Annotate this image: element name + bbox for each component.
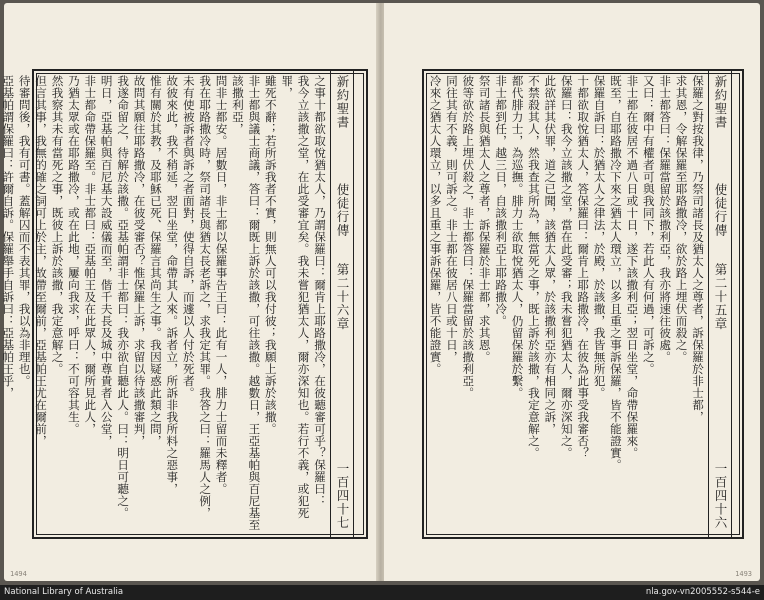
left-text-line: 未有使被訴者與訴之者面對，使得自訴，而遽以人付於死者。	[181, 75, 196, 399]
left-text-line: 之事十都欲取悅猶太人，乃謂保羅曰：爾肯上耶路撒冷，在彼聽審可乎？保羅曰：	[313, 75, 327, 507]
right-page	[384, 3, 760, 581]
right-text-line: 既至，自耶路撒冷下來之猶太人環立，以多且重之事訴保羅，皆不能證實。	[608, 75, 623, 471]
left-text-line: 我今立該撒之堂，在此受審宜矣。我未嘗犯猶太人，爾亦深知也。若行不義，或犯死罪，	[280, 75, 311, 519]
right-text-line: 冷來之猶太人環立，以多且重之事訴保羅，皆不能證實。	[428, 75, 443, 375]
left-text-line: 亞基帕謂保羅曰：許爾自訴。保羅舉手自訴曰：亞基帕王乎，	[1, 75, 16, 399]
right-text-line: 彼等欲於路上埋伏殺之，非士都答曰：保羅當留於該撒利亞。	[461, 75, 476, 399]
right-header-column	[708, 71, 732, 537]
left-text-line: 惟有關於其教，及耶穌已死、保羅言其尚生之事。我因疑惑此類之問，	[148, 75, 163, 447]
left-body-text	[1, 75, 328, 533]
left-page-frame	[1, 69, 368, 539]
left-header-column	[330, 71, 354, 537]
left-text-line: 待審問後，我有可書。蓋解囚而不表其罪，我以為非理也。	[17, 75, 32, 387]
left-text-line: 故問其願往耶路撒冷，在彼受審否？惟保羅上訴，求留以待該撒審判，	[132, 75, 147, 447]
left-text-line: 然我察其未有當死之事，既彼上訴於該撒，我定意解之。	[50, 75, 65, 375]
left-chapter-label: 使徒行傳	[335, 183, 350, 237]
right-text-line: 祭司諸長與猶太人之尊者，訴保羅於非士都，求其恩。	[477, 75, 492, 363]
left-text-line: 故彼來此，我不稍延，翌日坐堂，命帶其人來。訴者立，所訴非我所料之惡事，	[165, 75, 180, 495]
right-page-frame	[422, 69, 744, 539]
right-page-number: 一百四十六	[713, 461, 728, 529]
right-corner-number: 1493	[735, 570, 752, 578]
footer-library-name: National Library of Australia	[4, 587, 124, 597]
right-section-label: 第二十五章	[713, 263, 728, 331]
right-text-line: 都代腓力士，為巡撫。腓力士欲取悅猶太人，仍留保羅於繫。	[510, 75, 525, 399]
right-text-line: 非士都到任，越三日，自該撒利亞上耶路撒冷。	[494, 75, 509, 327]
left-text-line: 非士都與議士商議，答曰：爾既上訴於該撒，可往該撒。越數日，王亞基帕與百尼基至該撒利亞，	[230, 75, 262, 531]
footer-identifier: nla.gov-vn2005552-s544-e	[645, 587, 760, 597]
right-text-line: 求其恩，令解保羅至耶路撒冷，欲於路上埋伏而殺之。	[674, 75, 689, 363]
right-text-line: 保羅自訴曰：於猶太人之律法，於殿，於該撒，我皆無所犯。	[592, 75, 607, 399]
left-text-line: 明日，亞基帕與百尼基大設威儀而至，偕千夫長及城中尊貴者入公堂，	[99, 75, 114, 447]
left-text-line: 我遂命留之，待解於該撒。亞基帕謂非士都曰：我亦欲自聽此人。曰：明日可聽之。	[116, 75, 131, 519]
left-text-line: 我在耶路撒冷時，祭司諸長與猶太長老訴之，求我定其罪。我答之曰：羅馬人之例，	[198, 75, 213, 519]
right-text-line: 保羅曰：我今立該撒之堂，當在此受審；我未嘗犯猶太人，爾亦深知之。	[559, 75, 574, 459]
left-text-line: 問非士都安。居數日，非士都以保羅事告王曰：此有一人，腓力士留而未釋者。	[214, 75, 229, 495]
right-text-line: 此欲詳其伏罪，道之已聞，該猶太人眾，於該撒利亞亦有相同之訴，	[543, 75, 558, 435]
left-text-line: 非士都命帶保羅至。非士都曰：亞基帕王及在此眾人，爾所見此人，	[83, 75, 98, 435]
left-text-line: 雖死不辭；若所訴我者不實，則無人可以我付彼；我願上訴於該撒。	[263, 75, 278, 435]
right-text-line: 十都欲取悅猶太人，答保羅曰：爾肯上耶路撒冷，在彼為此事受我審否？	[576, 75, 591, 459]
right-text-line: 保羅之對按我律，乃祭司諸長及猶太人之尊者，訴保羅於非士都，	[691, 75, 705, 423]
footer-bar	[0, 585, 764, 600]
left-book-title: 新約聖書	[335, 75, 350, 129]
right-text-line: 非士都答曰：保羅當留於該撒利亞，我亦將速往彼處。	[658, 75, 673, 363]
left-text-line: 乃猶太眾或在耶路撒冷，或在此地，屢向我求，呼曰：不可容其生。	[66, 75, 81, 435]
right-text-line: 又曰：爾中有權者可與我同下，若此人有何過，可訴之。	[641, 75, 656, 375]
right-chapter-label: 使徒行傳	[713, 183, 728, 237]
left-corner-number: 1494	[10, 570, 27, 578]
right-book-title: 新約聖書	[713, 75, 728, 129]
left-text-line: 但言其事，我無的確之詞可上於主，故帶至爾前，亞基帕王尤在爾前，	[34, 75, 49, 447]
right-text-line: 同往其有不義，則可訴之。非士都在彼居八日或十日，	[444, 75, 459, 363]
right-text-line: 不禁殺其人，然我查其所為，無當死之事，既上訴於該撒，我定意解之。	[526, 75, 541, 459]
left-section-label: 第二十六章	[335, 263, 350, 331]
right-body-text	[430, 75, 706, 533]
left-page	[1, 3, 378, 581]
right-text-line: 非士都在彼居不過八日或十日，遂下該撒利亞；翌日坐堂，命帶保羅來。	[625, 75, 640, 459]
left-page-number: 一百四十七	[335, 461, 350, 529]
